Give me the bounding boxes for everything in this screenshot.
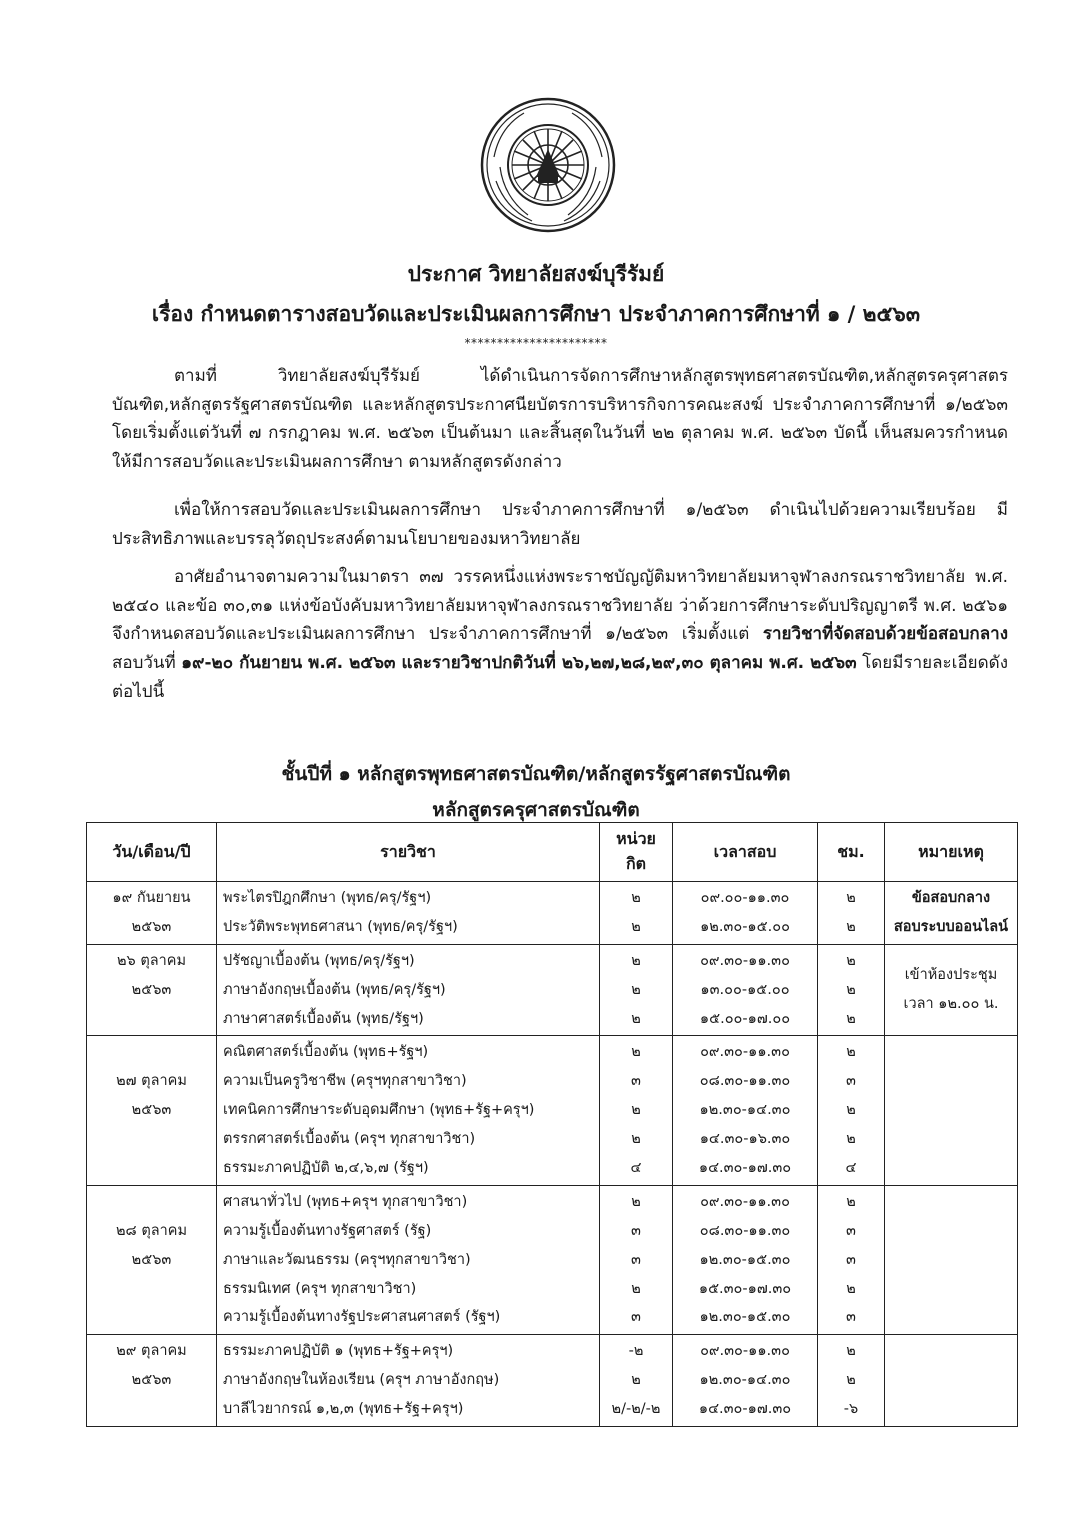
exam-time: ๑๔.๓๐-๑๗.๓๐: [698, 1401, 792, 1418]
exam-hours: ๒: [846, 1372, 856, 1389]
exam-time: ๐๙.๓๐-๑๑.๓๐: [700, 1044, 790, 1061]
table-body: [87, 882, 1018, 1427]
date-cell: [87, 1185, 217, 1334]
table-row: [87, 882, 1018, 945]
paragraph-3-part3: โดยมีรายละเอียดดังต่อไปนี้: [112, 653, 1009, 702]
university-seal-logo: [480, 97, 616, 233]
exam-hours: ๒: [846, 1131, 856, 1148]
credit-units: ๒: [631, 1280, 641, 1297]
note-cell: [885, 1036, 1018, 1185]
exam-hours: ๒: [846, 1193, 856, 1210]
subject-cell: [217, 944, 600, 1036]
paragraph-3-bold2: ๑๙-๒๐ กันยายน พ.ศ. ๒๕๖๓ และรายวิชาปกติวันที่ ๒๖,๒๗,๒๘,๒๙,๓๐ ตุลาคม พ.ศ. ๒๕๖๓: [181, 653, 857, 674]
exam-time: ๐๘.๓๐-๑๑.๓๐: [699, 1222, 791, 1239]
date-line1: ๑๙ กันยายน: [112, 890, 191, 906]
subject-name: ภาษาศาสตร์เบื้องต้น (พุทธ/รัฐฯ): [223, 1010, 424, 1027]
note-line1: เข้าห้องประชุม: [904, 967, 998, 984]
exam-hours: ๓: [846, 1073, 856, 1090]
hours-cell: [818, 944, 885, 1036]
credit-units: ๒: [631, 1010, 641, 1027]
time-cell: [673, 1185, 818, 1334]
exam-hours: ๒: [846, 890, 856, 906]
date-cell: [87, 1036, 217, 1185]
subject-name: ความเป็นครูวิชาชีพ (ครุฯทุกสาขาวิชา): [223, 1073, 467, 1090]
units-cell: [600, 944, 673, 1036]
time-cell: [673, 1036, 818, 1185]
date-line2: ๒๕๖๓: [131, 1102, 172, 1119]
subject-cell: [217, 1036, 600, 1185]
exam-time: ๑๒.๓๐-๑๔.๓๐: [699, 1372, 791, 1389]
exam-time: ๑๓.๐๐-๑๕.๐๐: [700, 981, 790, 998]
subject-name: ความรู้เบื้องต้นทางรัฐศาสตร์ (รัฐ): [223, 1222, 432, 1239]
credit-units: ๓: [631, 1222, 641, 1239]
date-line1: ๒๙ ตุลาคม: [116, 1343, 187, 1360]
date-line1: ๒๖ ตุลาคม: [116, 952, 187, 969]
time-cell: [673, 1335, 818, 1427]
exam-time: ๑๕.๐๐-๑๗.๐๐: [699, 1010, 791, 1027]
paragraph-1-text: ตามที่ วิทยาลัยสงฆ์บุรีรัมย์ ได้ดำเนินการจัดการศึกษาหลักสูตรพุทธศาสตรบัณฑิต,หลักสูตรครุศาสตรบัณฑิต,หลักสูตรรัฐศาสตรบัณฑิต และหลักสูตรประกาศนียบัตรการบริหารกิจการคณะสงฆ์ ประจำภาคการศึกษาที่ ๑/๒๕๖๓ โดยเริ่มตั้งแต่วันที่ ๗ กรกฎาคม พ.ศ. ๒๕๖๓ เป็นต้นมา และสิ้นสุดในวันที่ ๒๒ ตุลาคม พ.ศ. ๒๕๖๓ บัดนี้ เห็นสมควรกำหนดให้มีการสอบวัดและประเมินผลการศึกษา ตามหลักสูตรดังกล่าว: [112, 366, 1008, 473]
note-line2: สอบระบบออนไลน์: [893, 918, 1009, 935]
paragraph-1: [112, 362, 1008, 477]
credit-units: ๓: [631, 1309, 641, 1326]
date-line1: ๒๘ ตุลาคม: [115, 1222, 188, 1239]
table-header-row: [87, 823, 1018, 882]
header-units-line1: หน่วย: [616, 829, 656, 848]
subject-cell: [217, 882, 600, 945]
announcement-title: ประกาศ วิทยาลัยสงฆ์บุรีรัมย์: [407, 262, 665, 286]
table-row: [87, 1036, 1018, 1185]
subject-name: ความรู้เบื้องต้นทางรัฐประศาสนศาสตร์ (รัฐฯ): [223, 1309, 501, 1326]
exam-time: ๐๙.๓๐-๑๑.๓๐: [700, 952, 790, 969]
header-note: หมายเหตุ: [885, 823, 1018, 882]
credit-units: -๒: [628, 1343, 644, 1360]
exam-hours: ๒: [846, 1102, 856, 1119]
subject-name: ประวัติพระพุทธศาสนา (พุทธ/ครุ/รัฐฯ): [223, 918, 458, 935]
date-line1: ๒๗ ตุลาคม: [116, 1073, 187, 1090]
exam-time: ๐๙.๐๐-๑๑.๓๐: [700, 890, 790, 906]
subject-name: บาลีไวยากรณ์ ๑,๒,๓ (พุทธ+รัฐ+ครุฯ): [223, 1401, 464, 1418]
date-cell: [87, 944, 217, 1036]
note-cell: [885, 1185, 1018, 1334]
subject-name: พระไตรปิฎกศึกษา (พุทธ/ครุ/รัฐฯ): [223, 890, 432, 906]
hours-cell: [818, 882, 885, 945]
exam-time: ๐๙.๓๐-๑๑.๓๐: [700, 1343, 790, 1360]
paragraph-3-part2: สอบวันที่: [112, 653, 176, 674]
exam-hours: ๒: [846, 1343, 856, 1360]
header-time: เวลาสอบ: [673, 823, 818, 882]
credit-units: ๒: [631, 1372, 641, 1389]
note-cell: [885, 944, 1018, 1036]
credit-units: ๒: [631, 890, 641, 906]
credit-units: ๒: [631, 1131, 641, 1148]
table-row: [87, 1185, 1018, 1334]
exam-time: ๐๘.๓๐-๑๑.๓๐: [699, 1073, 791, 1090]
exam-hours: ๔: [845, 1160, 857, 1177]
subject-name: ภาษาอังกฤษในห้องเรียน (ครุฯ ภาษาอังกฤษ): [223, 1372, 500, 1389]
hours-cell: [818, 1335, 885, 1427]
hours-cell: [818, 1185, 885, 1334]
separator-line: **********************: [464, 336, 608, 350]
header-units-line2: กิต: [625, 854, 647, 873]
time-cell: [673, 944, 818, 1036]
header-date: วัน/เดือน/ปี: [87, 823, 217, 882]
exam-time: ๑๔.๓๐-๑๖.๓๐: [699, 1131, 791, 1148]
paragraph-2-text: เพื่อให้การสอบวัดและประเมินผลการศึกษา ประจำภาคการศึกษาที่ ๑/๒๕๖๓ ดำเนินไปด้วยความเรียบร้อย มีประสิทธิภาพและบรรลุวัตถุประสงค์ตามนโยบายของมหาวิทยาลัย: [112, 500, 1008, 549]
credit-units: ๒/-๒/-๒: [611, 1401, 661, 1418]
header-hours: ชม.: [818, 823, 885, 882]
subject-name: คณิตศาสตร์เบื้องต้น (พุทธ+รัฐฯ): [223, 1044, 429, 1061]
subject-name: ธรรมะภาคปฏิบัติ ๒,๔,๖,๗ (รัฐฯ): [223, 1160, 429, 1177]
note-cell: [885, 882, 1018, 945]
subject-name: ปรัชญาเบื้องต้น (พุทธ/ครุ/รัฐฯ): [223, 952, 415, 969]
date-line2: ๒๕๖๓: [131, 918, 172, 935]
paragraph-3-text: [112, 563, 1008, 707]
credit-units: ๔: [630, 1160, 642, 1177]
exam-time: ๑๒.๓๐-๑๕.๓๐: [699, 1309, 791, 1326]
note-cell: [885, 1335, 1018, 1427]
credit-units: ๒: [631, 952, 641, 969]
date-line2: ๒๕๖๓: [131, 981, 172, 998]
exam-hours: ๒: [846, 952, 856, 969]
credit-units: ๒: [631, 1102, 641, 1119]
subject-name: เทคนิคการศึกษาระดับอุดมศึกษา (พุทธ+รัฐ+ครุฯ): [223, 1102, 535, 1119]
time-cell: [673, 882, 818, 945]
credit-units: ๒: [631, 1044, 641, 1061]
exam-hours: ๒: [846, 981, 856, 998]
paragraph-2: [112, 496, 1008, 553]
date-cell: [87, 1335, 217, 1427]
subject-name: ตรรกศาสตร์เบื้องต้น (ครุฯ ทุกสาขาวิชา): [223, 1131, 476, 1148]
exam-schedule-table: [86, 822, 1018, 1427]
subject-cell: [217, 1335, 600, 1427]
paragraph-3-bold1: รายวิชาที่จัดสอบด้วยข้อสอบกลาง: [762, 624, 1008, 645]
subject-name: ภาษาอังกฤษเบื้องต้น (พุทธ/ครุ/รัฐฯ): [223, 981, 446, 998]
exam-time: ๑๔.๓๐-๑๗.๓๐: [698, 1160, 792, 1177]
header-subject: รายวิชา: [217, 823, 600, 882]
exam-hours: ๒: [846, 918, 856, 935]
date-cell: [87, 882, 217, 945]
units-cell: [600, 1185, 673, 1334]
subject-cell: [217, 1185, 600, 1334]
table-row: [87, 944, 1018, 1036]
exam-hours: ๒: [846, 1010, 856, 1027]
exam-hours: ๒: [846, 1280, 856, 1297]
exam-time: ๐๙.๓๐-๑๑.๓๐: [700, 1193, 790, 1210]
exam-hours: -๖: [843, 1401, 859, 1418]
header-units: [600, 823, 673, 882]
hours-cell: [818, 1036, 885, 1185]
section-heading-line2: หลักสูตรครุศาสตรบัณฑิต: [432, 799, 640, 821]
subject-name: ธรรมะภาคปฏิบัติ ๑ (พุทธ+รัฐ+ครุฯ): [223, 1343, 454, 1360]
credit-units: ๒: [631, 918, 641, 935]
announcement-subject: เรื่อง กำหนดตารางสอบวัดและประเมินผลการศึกษา ประจำภาคการศึกษาที่ ๑ / ๒๕๖๓: [151, 302, 921, 326]
credit-units: ๓: [631, 1251, 641, 1268]
exam-hours: ๓: [846, 1222, 856, 1239]
credit-units: ๓: [631, 1073, 641, 1090]
credit-units: ๒: [631, 981, 641, 998]
exam-time: ๑๕.๓๐-๑๗.๓๐: [698, 1280, 792, 1297]
exam-time: ๑๒.๓๐-๑๕.๓๐: [699, 1251, 791, 1268]
exam-hours: ๓: [846, 1251, 856, 1268]
note-line1: ข้อสอบกลาง: [911, 890, 991, 906]
date-line2: ๒๕๖๓: [131, 1372, 172, 1389]
subject-name: ศาสนาทั่วไป (พุทธ+ครุฯ ทุกสาขาวิชา): [223, 1193, 468, 1210]
credit-units: ๒: [631, 1193, 641, 1210]
units-cell: [600, 1335, 673, 1427]
paragraph-3: [112, 563, 1008, 707]
table-row: [87, 1335, 1018, 1427]
exam-hours: ๓: [846, 1309, 856, 1326]
exam-hours: ๒: [846, 1044, 856, 1061]
exam-time: ๑๒.๓๐-๑๕.๐๐: [700, 918, 790, 935]
note-line2: เวลา ๑๒.๐๐ น.: [903, 996, 999, 1013]
units-cell: [600, 1036, 673, 1185]
subject-name: ธรรมนิเทศ (ครุฯ ทุกสาขาวิชา): [223, 1280, 417, 1297]
section-heading-line1: ชั้นปีที่ ๑ หลักสูตรพุทธศาสตรบัณฑิต/หลักสูตรรัฐศาสตรบัณฑิต: [281, 763, 791, 785]
exam-time: ๑๒.๓๐-๑๔.๓๐: [699, 1102, 791, 1119]
paragraph-3-part1: อาศัยอำนาจตามความในมาตรา ๓๗ วรรคหนึ่งแห่งพระราชบัญญัติมหาวิทยาลัยมหาจุฬาลงกรณราชวิทยาลัย พ.ศ. ๒๕๔๐ และข้อ ๓๐,๓๑ แห่งข้อบังคับมหาวิทยาลัยมหาจุฬาลงกรณราชวิทยาลัย ว่าด้วยการศึกษาระดับปริญญาตรี พ.ศ. ๒๕๖๑ จึงกำหนดสอบวัดและประเมินผลการศึกษา ประจำภาคการศึกษาที่ ๑/๒๕๖๓ เริ่มตั้งแต่: [112, 567, 1008, 645]
subject-name: ภาษาและวัฒนธรรม (ครุฯทุกสาขาวิชา): [223, 1251, 471, 1268]
units-cell: [600, 882, 673, 945]
date-line2: ๒๕๖๓: [131, 1251, 172, 1268]
